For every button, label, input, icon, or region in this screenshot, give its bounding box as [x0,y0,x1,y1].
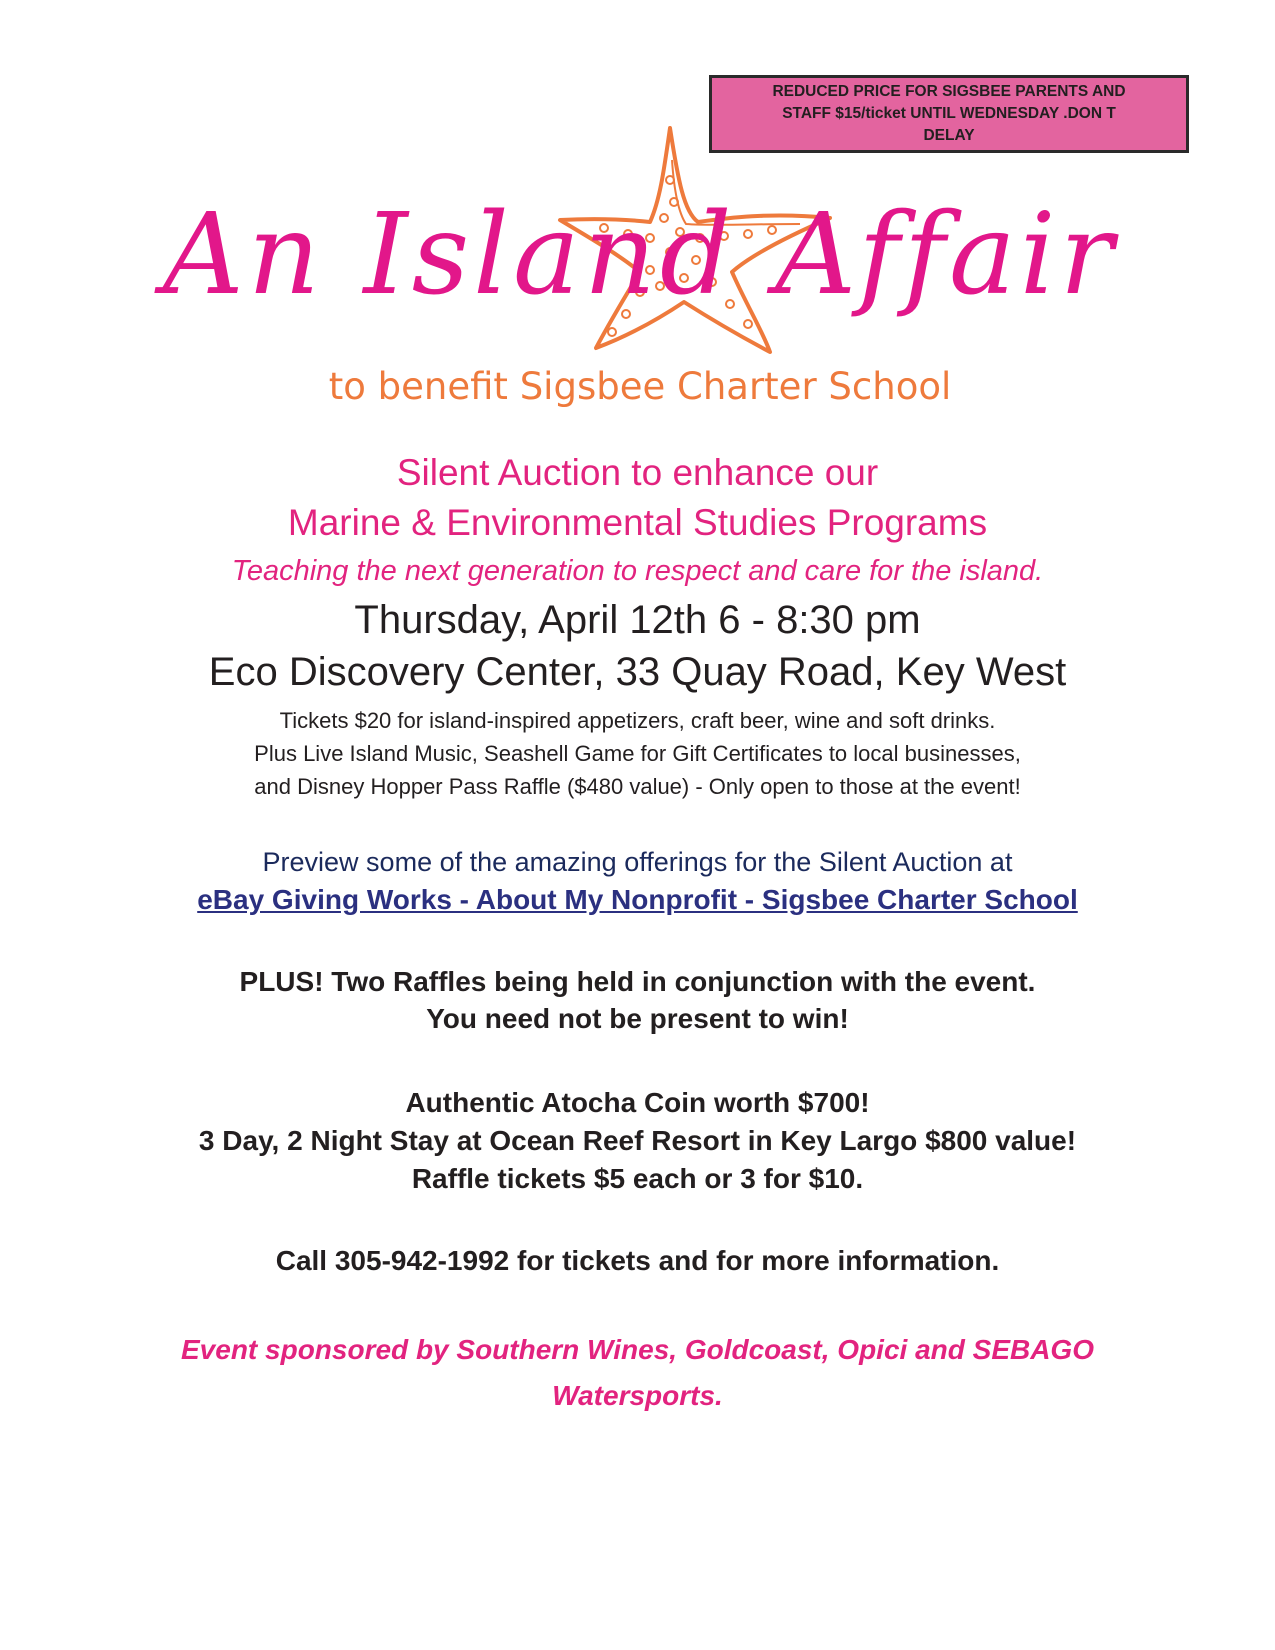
tickets-info-line-1: Tickets $20 for island-inspired appetizers, craft beer, wine and soft drinks. [279,708,996,733]
event-date-time: Thursday, April 12th 6 - 8:30 pm [354,598,921,642]
auction-heading-line-2: Marine & Environmental Studies Programs [287,502,988,543]
raffles-heading-line-1: PLUS! Two Raffles being held in conjunction with the event. [239,966,1036,997]
promo-line-3: DELAY [923,127,975,144]
promo-line-1: REDUCED PRICE FOR SIGSBEE PARENTS AND [772,83,1126,100]
event-logo [150,120,1130,420]
tagline: Teaching the next generation to respect and care for the island. [231,555,1044,587]
event-title: An Island Affair [162,190,1118,320]
tickets-info-line-2: Plus Live Island Music, Seashell Game for Gift Certificates to local businesses, [254,741,1021,766]
promo-line-2: STAFF $15/ticket UNTIL WEDNESDAY .DON T [782,105,1116,122]
raffle-item-coin: Authentic Atocha Coin worth $700! [405,1087,870,1118]
event-subtitle: to benefit Sigsbee Charter School [328,365,952,408]
raffles-heading-line-2: You need not be present to win! [426,1003,849,1034]
sponsors-line-1: Event sponsored by Southern Wines, Goldcoast, Opici and SEBAGO [181,1334,1094,1365]
tickets-info-line-3: and Disney Hopper Pass Raffle ($480 value) - Only open to those at the event! [254,774,1021,799]
ebay-giving-works-link[interactable]: eBay Giving Works - About My Nonprofit - Sigsbee Charter School [197,884,1078,915]
raffle-ticket-price: Raffle tickets $5 each or 3 for $10. [411,1163,864,1194]
auction-heading-line-1: Silent Auction to enhance our [396,452,879,493]
sponsors-line-2: Watersports. [552,1380,723,1411]
preview-text: Preview some of the amazing offerings for the Silent Auction at [262,847,1013,877]
event-venue: Eco Discovery Center, 33 Quay Road, Key West [208,650,1067,694]
raffle-item-resort-stay: 3 Day, 2 Night Stay at Ocean Reef Resort in Key Largo $800 value! [198,1125,1077,1156]
contact-phone: Call 305-942-1992 for tickets and for more information. [275,1245,1000,1276]
